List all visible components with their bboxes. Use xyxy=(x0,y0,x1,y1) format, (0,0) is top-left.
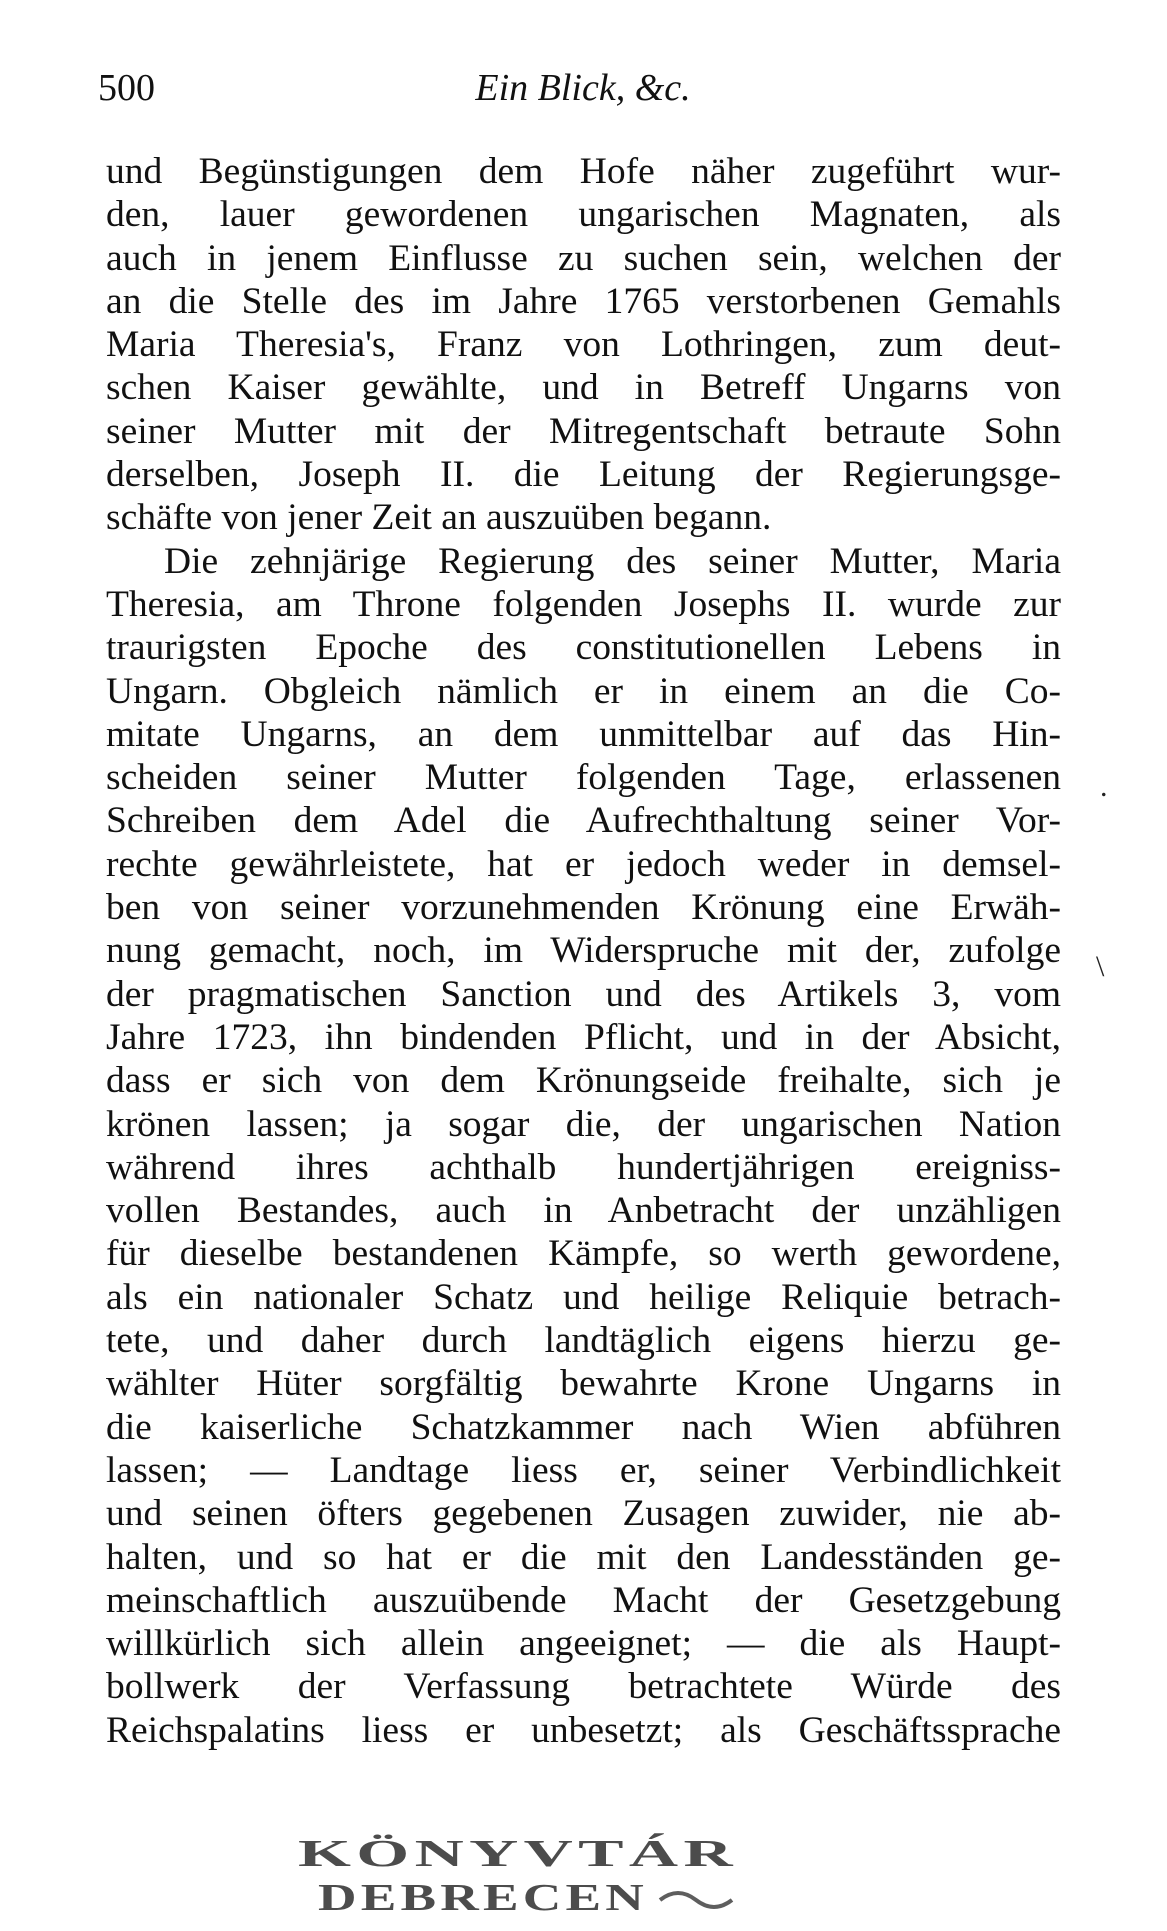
text-line: scheiden seiner Mutter folgenden Tage, erlassenen xyxy=(106,757,1061,799)
page-header xyxy=(98,66,1068,116)
text-line: lassen; — Landtage liess er, seiner Verbindlichkeit xyxy=(106,1449,1061,1491)
text-line: und Begünstigungen dem Hofe näher zugeführt wur- xyxy=(106,151,1061,192)
text-line: vollen Bestandes, auch in Anbetracht der unzähligen xyxy=(106,1190,1061,1232)
margin-mark: . xyxy=(1100,770,1108,803)
library-stamp xyxy=(288,1830,748,1920)
stamp-line-1: KÖNYVTÁR xyxy=(298,1833,738,1875)
running-head: Ein Blick, &c. xyxy=(475,67,691,109)
paragraph-2 xyxy=(106,540,1061,1752)
text-line: Schreiben dem Adel die Aufrechthaltung seiner Vor- xyxy=(106,800,1061,842)
text-line: schäfte von jener Zeit an auszuüben begann. xyxy=(106,497,772,539)
text-line: den, lauer gewordenen ungarischen Magnaten, als xyxy=(106,194,1061,236)
text-line: die kaiserliche Schatzkammer nach Wien abführen xyxy=(106,1406,1061,1448)
page-number: 500 xyxy=(98,67,155,109)
text-line: Theresia, am Throne folgenden Josephs II. wurde zur xyxy=(106,583,1061,625)
text-line: und seinen öfters gegebenen Zusagen zuwider, nie ab- xyxy=(106,1493,1061,1535)
text-line: als ein nationaler Schatz und heilige Reliquie betrach- xyxy=(106,1276,1061,1318)
text-line: während ihres achthalb hundertjährigen ereigniss- xyxy=(106,1146,1061,1188)
text-line: schen Kaiser gewählte, und in Betreff Ungarns von xyxy=(106,367,1061,409)
text-line: Die zehnjärige Regierung des seiner Mutter, Maria xyxy=(164,540,1061,582)
text-line: willkürlich sich allein angeeignet; — die als Haupt- xyxy=(106,1623,1061,1665)
text-line: krönen lassen; ja sogar die, der ungarischen Nation xyxy=(106,1103,1061,1145)
text-line: nung gemacht, noch, im Widerspruche mit der, zufolge xyxy=(106,930,1061,972)
text-line: Ungarn. Obgleich nämlich er in einem an die Co- xyxy=(106,670,1061,712)
text-line: mitate Ungarns, an dem unmittelbar auf das Hin- xyxy=(106,713,1061,755)
text-line: Maria Theresia's, Franz von Lothringen, zum deut- xyxy=(106,324,1061,366)
text-line: halten, und so hat er die mit den Landesständen ge- xyxy=(106,1536,1061,1578)
text-line: derselben, Joseph II. die Leitung der Regierungsge- xyxy=(106,454,1061,496)
text-line: rechte gewährleistete, hat er jedoch weder in demsel- xyxy=(106,843,1061,885)
text-line: auch in jenem Einflusse zu suchen sein, welchen der xyxy=(106,237,1061,279)
stamp-flourish xyxy=(660,1893,732,1907)
library-stamp-image xyxy=(288,1830,748,1920)
text-line: seiner Mutter mit der Mitregentschaft betraute Sohn xyxy=(106,410,1061,452)
text-line: bollwerk der Verfassung betrachtete Würde des xyxy=(106,1666,1061,1708)
text-line: ben von seiner vorzunehmenden Krönung eine Erwäh- xyxy=(106,887,1061,929)
text-line: meinschaftlich auszuübende Macht der Gesetzgebung xyxy=(106,1579,1061,1621)
paragraph-1 xyxy=(106,150,1061,540)
margin-mark: \ xyxy=(1096,950,1105,983)
text-line: dass er sich von dem Krönungseide freihalte, sich je xyxy=(106,1060,1061,1102)
text-line: Reichspalatins liess er unbesetzt; als Geschäftssprache xyxy=(106,1709,1061,1751)
text-line: für dieselbe bestandenen Kämpfe, so werth gewordene, xyxy=(106,1233,1061,1275)
text-line: an die Stelle des im Jahre 1765 verstorbenen Gemahls xyxy=(106,280,1061,322)
stamp-line-2: DEBRECEN xyxy=(318,1877,648,1919)
text-line: traurigsten Epoche des constitutionellen Lebens in xyxy=(106,627,1061,669)
text-line: tete, und daher durch landtäglich eigens hierzu ge- xyxy=(106,1320,1061,1362)
text-line: der pragmatischen Sanction und des Artikels 3, vom xyxy=(106,973,1061,1015)
body-text xyxy=(106,150,1061,1752)
text-line: wählter Hüter sorgfältig bewahrte Krone Ungarns in xyxy=(106,1363,1061,1405)
text-line: Jahre 1723, ihn bindenden Pflicht, und in der Absicht, xyxy=(106,1016,1061,1058)
